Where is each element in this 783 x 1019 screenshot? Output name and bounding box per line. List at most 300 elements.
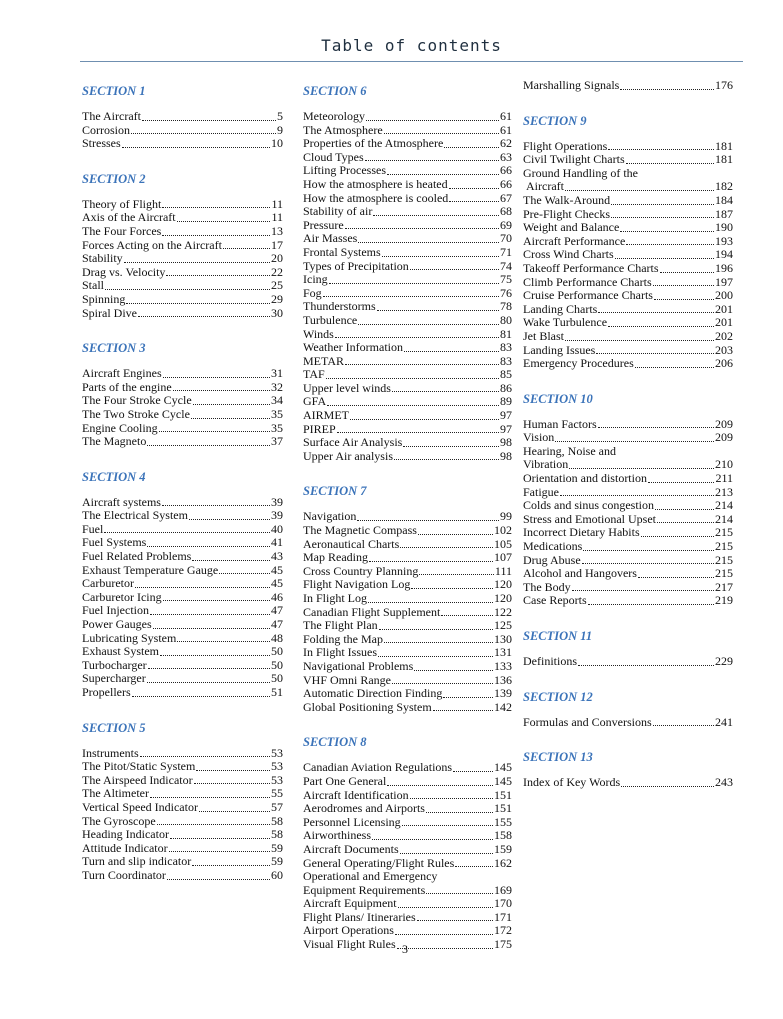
toc-entry-title: The Pitot/Static System xyxy=(82,759,196,774)
toc-entry[interactable] xyxy=(303,246,512,260)
dot-leader xyxy=(147,546,270,547)
toc-entry[interactable] xyxy=(303,382,512,396)
toc-entry-page: 131 xyxy=(494,645,512,660)
dot-leader xyxy=(159,431,270,432)
toc-entry-page: 59 xyxy=(271,854,283,869)
toc-entry[interactable] xyxy=(82,801,283,815)
toc-entry[interactable] xyxy=(523,357,733,371)
toc-entry-title: Propellers xyxy=(82,685,131,699)
toc-entry[interactable] xyxy=(82,564,283,578)
toc-entry[interactable] xyxy=(523,235,733,249)
toc-entry[interactable] xyxy=(523,776,733,790)
toc-entry[interactable] xyxy=(82,787,283,801)
toc-entry-page: 58 xyxy=(271,827,283,842)
toc-entry[interactable] xyxy=(82,686,283,700)
toc-entry-page: 17 xyxy=(271,237,283,252)
dot-leader xyxy=(615,258,714,259)
toc-entry-page: 241 xyxy=(715,714,733,729)
toc-entry[interactable] xyxy=(303,843,512,857)
toc-entry[interactable] xyxy=(82,842,283,856)
toc-entry-title: TAF xyxy=(303,367,325,382)
toc-entry-title: The Altimeter xyxy=(82,786,149,801)
dot-leader xyxy=(400,853,493,854)
toc-entry[interactable] xyxy=(82,774,283,788)
toc-entry[interactable] xyxy=(303,341,512,355)
toc-entry[interactable] xyxy=(303,857,512,871)
toc-entry-title: Marshalling Signals xyxy=(523,78,620,92)
toc-entry-page: 69 xyxy=(500,217,512,232)
toc-entry-page: 80 xyxy=(500,312,512,327)
dot-leader xyxy=(358,324,499,325)
toc-entry[interactable] xyxy=(82,367,283,381)
toc-entry-title: Flight Navigation Log xyxy=(303,577,411,592)
toc-entry[interactable] xyxy=(303,829,512,843)
dot-leader xyxy=(194,783,270,784)
toc-entry[interactable] xyxy=(303,565,512,579)
toc-entry-page: 111 xyxy=(494,563,512,578)
toc-entry[interactable] xyxy=(82,591,283,605)
toc-entry-page: 125 xyxy=(494,618,512,633)
dot-leader xyxy=(392,683,493,684)
toc-entry-title: The Two Stroke Cycle xyxy=(82,406,190,421)
toc-entry[interactable] xyxy=(82,523,283,537)
toc-entry[interactable] xyxy=(303,816,512,830)
toc-entry[interactable] xyxy=(303,219,512,233)
toc-entry-title: The Magneto xyxy=(82,434,147,449)
toc-entry-page: 215 xyxy=(715,552,733,567)
toc-entry[interactable] xyxy=(303,124,512,138)
toc-entry-title: Pressure xyxy=(303,217,344,232)
toc-entry[interactable] xyxy=(303,551,512,565)
toc-entry[interactable] xyxy=(82,536,283,550)
dot-leader xyxy=(418,534,493,535)
toc-entry[interactable] xyxy=(523,716,733,730)
toc-entry-page: 39 xyxy=(271,494,283,509)
toc-entry[interactable] xyxy=(523,486,733,500)
toc-entry-title: The Aircraft xyxy=(82,109,141,123)
toc-column-1 xyxy=(82,79,283,899)
toc-entry[interactable] xyxy=(82,645,283,659)
dot-leader xyxy=(626,244,714,245)
toc-entry[interactable] xyxy=(82,855,283,869)
toc-entry-page: 181 xyxy=(715,152,733,167)
toc-entry-page: 47 xyxy=(271,603,283,618)
toc-entry[interactable] xyxy=(303,911,512,925)
toc-entry[interactable] xyxy=(523,276,733,290)
toc-entry[interactable] xyxy=(303,110,512,124)
toc-entry[interactable] xyxy=(523,418,733,432)
dot-leader xyxy=(365,160,499,161)
toc-entry-title: Fog xyxy=(303,285,322,300)
toc-entry[interactable] xyxy=(82,225,283,239)
toc-entry[interactable] xyxy=(82,110,283,124)
dot-leader xyxy=(345,364,499,365)
toc-entry-title: Fuel Systems xyxy=(82,535,147,550)
toc-entry-page: 194 xyxy=(715,247,733,262)
toc-entry[interactable] xyxy=(303,897,512,911)
toc-entry-title: Canadian Flight Supplement xyxy=(303,604,441,619)
toc-entry-title: The Atmosphere xyxy=(303,122,383,137)
toc-section xyxy=(303,483,512,730)
toc-entry-title: Fuel xyxy=(82,521,104,536)
toc-entry[interactable] xyxy=(303,660,512,674)
toc-entry[interactable] xyxy=(82,604,283,618)
toc-entry[interactable] xyxy=(303,423,512,437)
toc-entry-page: 209 xyxy=(715,430,733,445)
toc-entry[interactable] xyxy=(303,395,512,409)
toc-entry[interactable] xyxy=(523,153,733,167)
toc-entry[interactable] xyxy=(523,567,733,581)
toc-entry[interactable] xyxy=(82,408,283,422)
toc-entry-title: Landing Issues xyxy=(523,342,596,357)
toc-entry-page: 133 xyxy=(494,658,512,673)
toc-entry-page: 190 xyxy=(715,220,733,235)
toc-entry[interactable] xyxy=(523,655,733,669)
toc-entry-title: Flight Plans/ Itineraries xyxy=(303,909,416,924)
toc-entry[interactable] xyxy=(82,198,283,212)
toc-entry[interactable] xyxy=(523,458,733,472)
dot-leader xyxy=(160,655,270,656)
toc-entry-title: Visual Flight Rules xyxy=(303,937,396,952)
toc-entry-page: 50 xyxy=(271,671,283,686)
toc-entry-title: Drag vs. Velocity xyxy=(82,264,166,279)
toc-entry-page: 58 xyxy=(271,813,283,828)
toc-entry-title: Definitions xyxy=(523,654,577,668)
toc-section xyxy=(82,340,283,465)
toc-entry-page: 22 xyxy=(271,264,283,279)
toc-entry[interactable] xyxy=(303,355,512,369)
toc-entry-title: Frontal Systems xyxy=(303,244,381,259)
toc-section xyxy=(82,83,283,167)
toc-entry[interactable] xyxy=(303,314,512,328)
toc-entry-page: 155 xyxy=(494,814,512,829)
toc-entry-page: 30 xyxy=(271,305,283,320)
toc-entry-title: Formulas and Conversions xyxy=(523,714,652,729)
toc-entry[interactable] xyxy=(82,760,283,774)
toc-entry[interactable] xyxy=(82,266,283,280)
toc-entry-page: 37 xyxy=(271,434,283,449)
dot-leader xyxy=(404,351,499,352)
toc-entry-page: 41 xyxy=(271,535,283,550)
dot-leader xyxy=(638,577,714,578)
dot-leader xyxy=(660,272,714,273)
toc-entry-page: 151 xyxy=(494,801,512,816)
toc-entry-title: Airworthiness xyxy=(303,828,371,843)
toc-entry[interactable] xyxy=(82,496,283,510)
toc-entry[interactable] xyxy=(303,178,512,192)
toc-entry[interactable] xyxy=(82,307,283,321)
toc-entry-title: Takeoff Performance Charts xyxy=(523,260,659,275)
toc-entry-page: 86 xyxy=(500,380,512,395)
toc-section xyxy=(523,113,733,387)
toc-entry[interactable] xyxy=(82,394,283,408)
toc-entry-page: 32 xyxy=(271,379,283,394)
toc-entry[interactable] xyxy=(523,194,733,208)
toc-entry-page: 203 xyxy=(715,342,733,357)
toc-entry-page: 20 xyxy=(271,251,283,266)
toc-entry-title: Drug Abuse xyxy=(523,552,581,567)
toc-entry-title: General Operating/Flight Rules xyxy=(303,855,455,870)
section-heading: SECTION 3 xyxy=(82,341,146,356)
toc-entry[interactable] xyxy=(82,211,283,225)
toc-entry-title: Aircraft Identification xyxy=(303,787,409,802)
toc-entry-title: Weather Information xyxy=(303,340,403,355)
toc-entry-page: 187 xyxy=(715,206,733,221)
dot-leader xyxy=(400,547,493,548)
toc-entry[interactable] xyxy=(523,140,733,154)
section-heading: SECTION 1 xyxy=(82,84,146,98)
dot-leader xyxy=(379,629,493,630)
toc-entry-page: 45 xyxy=(271,576,283,591)
toc-entry-page: 98 xyxy=(500,448,512,463)
dot-leader xyxy=(199,811,270,812)
dot-leader xyxy=(142,120,276,121)
toc-entry[interactable] xyxy=(303,164,512,178)
toc-entry-page: 99 xyxy=(500,509,512,524)
dot-leader xyxy=(384,642,493,643)
toc-entry[interactable] xyxy=(523,208,733,222)
section-heading: SECTION 9 xyxy=(523,113,587,128)
toc-entry[interactable] xyxy=(303,436,512,450)
dot-leader xyxy=(135,587,270,588)
toc-entry[interactable] xyxy=(303,924,512,938)
toc-entry-title: Wake Turbulence xyxy=(523,315,608,330)
toc-entry-title: In Flight Issues xyxy=(303,645,378,660)
toc-entry-page: 215 xyxy=(715,525,733,540)
toc-entry-title: Corrosion xyxy=(82,122,130,137)
toc-entry[interactable] xyxy=(303,761,512,775)
toc-entry[interactable] xyxy=(82,137,283,151)
toc-entry[interactable] xyxy=(303,137,512,151)
toc-entry[interactable] xyxy=(303,260,512,274)
toc-entry-page: 176 xyxy=(715,78,733,92)
dot-leader xyxy=(611,204,714,205)
toc-entry-page: 47 xyxy=(271,617,283,632)
dot-leader xyxy=(162,505,270,506)
toc-entry-title: Climb Performance Charts xyxy=(523,274,652,289)
dot-leader xyxy=(131,133,276,134)
dot-leader xyxy=(403,446,499,447)
toc-entry-title: Human Factors xyxy=(523,416,597,431)
toc-entry[interactable] xyxy=(82,422,283,436)
toc-entry[interactable] xyxy=(82,618,283,632)
section-heading: SECTION 7 xyxy=(303,484,367,499)
toc-entry[interactable] xyxy=(303,300,512,314)
toc-entry[interactable] xyxy=(82,577,283,591)
dot-leader xyxy=(196,770,270,771)
toc-entry[interactable] xyxy=(303,510,512,524)
toc-entry-page: 171 xyxy=(494,909,512,924)
dot-leader xyxy=(177,221,271,222)
toc-entry-page: 51 xyxy=(271,685,283,699)
toc-entry-page: 48 xyxy=(271,630,283,645)
toc-entry-title: The Four Forces xyxy=(82,223,162,238)
dot-leader xyxy=(414,670,493,671)
toc-entry[interactable] xyxy=(303,328,512,342)
dot-leader xyxy=(132,696,270,697)
dot-leader xyxy=(122,147,270,148)
toc-entry[interactable] xyxy=(303,701,512,715)
toc-entry-page: 209 xyxy=(715,416,733,431)
toc-entry[interactable] xyxy=(303,578,512,592)
toc-entry-title: How the atmosphere is cooled xyxy=(303,190,449,205)
toc-entry-page: 181 xyxy=(715,138,733,153)
toc-entry-page: 45 xyxy=(271,562,283,577)
toc-entry-title: Cross Country Planning xyxy=(303,563,419,578)
dot-leader xyxy=(148,668,270,669)
toc-entry-title: Power Gauges xyxy=(82,617,152,632)
section-heading: SECTION 6 xyxy=(303,84,367,98)
toc-section xyxy=(303,734,512,967)
toc-entry[interactable] xyxy=(82,672,283,686)
toc-section xyxy=(82,469,283,716)
toc-entry[interactable] xyxy=(523,180,733,194)
toc-entry-title: Vision xyxy=(523,430,555,445)
toc-column-2 xyxy=(303,79,512,968)
toc-entry[interactable] xyxy=(303,538,512,552)
dot-leader xyxy=(411,588,493,589)
toc-entry[interactable] xyxy=(82,124,283,138)
toc-entry[interactable] xyxy=(523,513,733,527)
toc-entry[interactable] xyxy=(303,674,512,688)
toc-entry-page: 62 xyxy=(500,136,512,151)
toc-entry-title: Canadian Aviation Regulations xyxy=(303,760,453,775)
dot-leader xyxy=(157,824,270,825)
toc-column-3 xyxy=(523,79,733,806)
dot-leader xyxy=(192,865,270,866)
toc-entry-title: Aircraft Engines xyxy=(82,366,162,381)
dot-leader xyxy=(569,468,714,469)
toc-entry[interactable] xyxy=(82,815,283,829)
toc-entry-title: Air Masses xyxy=(303,231,358,246)
toc-entry[interactable] xyxy=(82,659,283,673)
toc-entry[interactable] xyxy=(303,205,512,219)
toc-entry-page: 31 xyxy=(271,366,283,381)
dot-leader xyxy=(608,326,714,327)
toc-entry-title: Map Reading xyxy=(303,550,368,565)
toc-entry-page: 63 xyxy=(500,149,512,164)
toc-entry-title: The Four Stroke Cycle xyxy=(82,393,192,408)
toc-entry[interactable] xyxy=(82,550,283,564)
toc-entry[interactable] xyxy=(303,368,512,382)
toc-entry[interactable] xyxy=(303,884,512,898)
toc-section xyxy=(523,79,733,109)
toc-entry[interactable] xyxy=(523,289,733,303)
toc-entry-title: Jet Blast xyxy=(523,328,564,343)
toc-entry[interactable] xyxy=(82,293,283,307)
dot-leader xyxy=(329,283,499,284)
toc-entry-title: Thunderstorms xyxy=(303,299,376,314)
dot-leader xyxy=(189,519,270,520)
toc-entry[interactable] xyxy=(82,435,283,449)
toc-entry-title: VHF Omni Range xyxy=(303,672,391,687)
toc-entry[interactable] xyxy=(82,279,283,293)
dot-leader xyxy=(323,296,499,297)
toc-entry[interactable] xyxy=(82,381,283,395)
toc-entry[interactable] xyxy=(303,789,512,803)
toc-entry[interactable] xyxy=(523,499,733,513)
toc-entry[interactable] xyxy=(523,221,733,235)
toc-entry[interactable] xyxy=(303,592,512,606)
toc-entry[interactable] xyxy=(303,802,512,816)
toc-entry[interactable] xyxy=(82,239,283,253)
toc-entry[interactable] xyxy=(82,869,283,883)
toc-entry[interactable] xyxy=(303,192,512,206)
toc-entry[interactable] xyxy=(303,687,512,701)
toc-entry[interactable] xyxy=(523,330,733,344)
toc-entry[interactable] xyxy=(82,509,283,523)
toc-entry[interactable] xyxy=(523,316,733,330)
toc-entry-page: 35 xyxy=(271,406,283,421)
toc-entry[interactable] xyxy=(303,409,512,423)
toc-entry[interactable] xyxy=(82,252,283,266)
toc-entry[interactable] xyxy=(303,619,512,633)
dot-leader xyxy=(372,839,493,840)
toc-entry[interactable] xyxy=(523,303,733,317)
toc-entry[interactable] xyxy=(523,472,733,486)
dot-leader xyxy=(641,536,714,537)
toc-entry-title: Aircraft systems xyxy=(82,494,161,509)
toc-entry[interactable] xyxy=(303,606,512,620)
toc-entry[interactable] xyxy=(523,554,733,568)
toc-entry-title: METAR xyxy=(303,353,345,368)
toc-entry-title: Personnel Licensing xyxy=(303,814,401,829)
toc-entry[interactable] xyxy=(303,775,512,789)
toc-entry[interactable] xyxy=(303,646,512,660)
dot-leader xyxy=(449,188,499,189)
toc-entry-page: 55 xyxy=(271,786,283,801)
toc-entry[interactable] xyxy=(303,287,512,301)
dot-leader xyxy=(635,367,714,368)
toc-entry-title: Weight and Balance xyxy=(523,220,620,235)
toc-section xyxy=(303,83,512,479)
toc-entry[interactable] xyxy=(303,273,512,287)
toc-entry[interactable] xyxy=(303,524,512,538)
toc-entry[interactable] xyxy=(82,828,283,842)
toc-entry-page: 136 xyxy=(494,672,512,687)
toc-entry-title: Aircraft Equipment xyxy=(303,896,397,911)
toc-entry-title: Medications xyxy=(523,539,583,554)
toc-entry[interactable] xyxy=(523,594,733,608)
toc-entry[interactable] xyxy=(523,581,733,595)
toc-entry-page: 11 xyxy=(271,196,283,211)
dot-leader xyxy=(384,133,499,134)
toc-entry-page: 219 xyxy=(715,593,733,608)
toc-entry-page: 202 xyxy=(715,328,733,343)
dot-leader xyxy=(444,147,499,148)
toc-entry-title-line: Hearing, Noise and xyxy=(523,443,616,458)
toc-entry[interactable] xyxy=(523,526,733,540)
toc-entry[interactable] xyxy=(523,540,733,554)
toc-entry[interactable] xyxy=(303,232,512,246)
toc-entry[interactable] xyxy=(303,633,512,647)
toc-entry[interactable] xyxy=(303,450,512,464)
toc-entry[interactable] xyxy=(523,262,733,276)
toc-entry[interactable] xyxy=(523,344,733,358)
toc-entry[interactable] xyxy=(523,248,733,262)
toc-section xyxy=(82,720,283,899)
toc-entry[interactable] xyxy=(303,151,512,165)
section-heading: SECTION 5 xyxy=(82,720,146,735)
toc-entry-page: 25 xyxy=(271,278,283,293)
toc-entry-title: Carburetor xyxy=(82,576,134,591)
toc-entry[interactable] xyxy=(82,632,283,646)
toc-entry-title: Global Positioning System xyxy=(303,699,432,714)
toc-entry[interactable] xyxy=(523,431,733,445)
toc-entry[interactable] xyxy=(523,79,733,93)
toc-entry[interactable] xyxy=(82,747,283,761)
toc-entry-title: Stability xyxy=(82,251,123,266)
